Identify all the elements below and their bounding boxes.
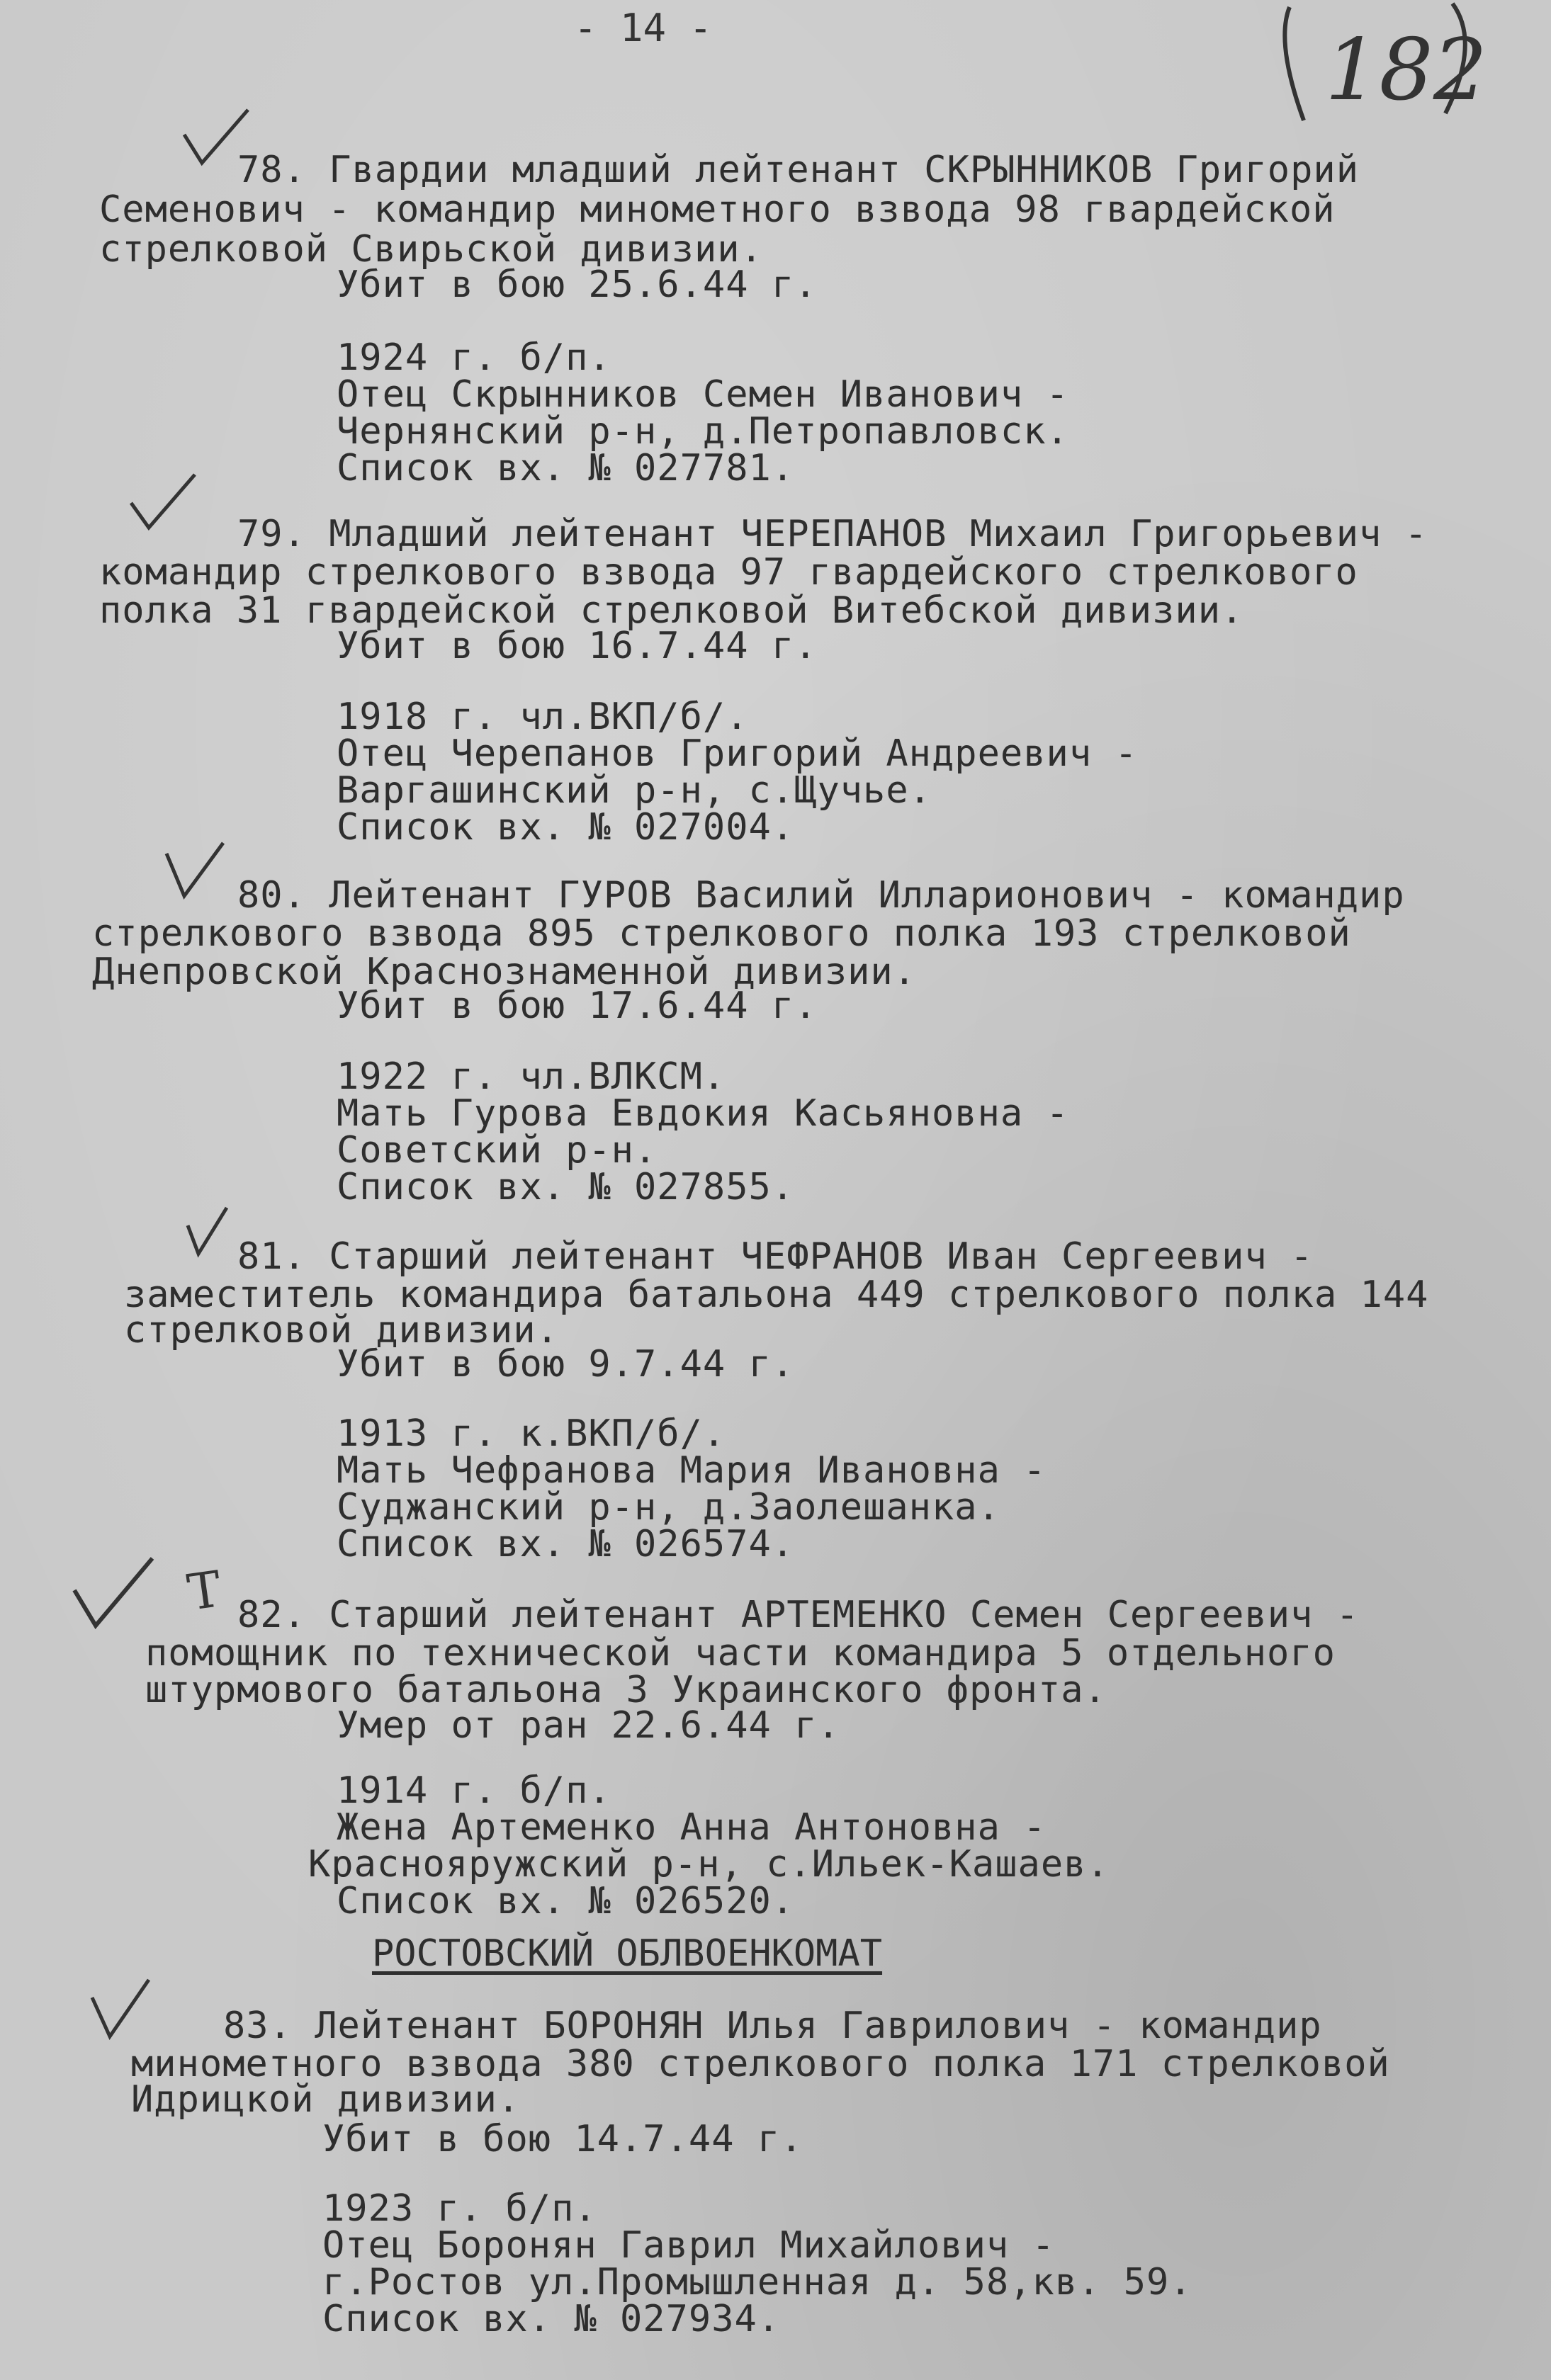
entry-83-line-7: г.Ростов ул.Промышленная д. 58,кв. 59. — [322, 2261, 1192, 2304]
check-mark-icon — [85, 1976, 156, 2040]
entry-81-line-4: Убит в бою 9.7.44 г. — [337, 1343, 795, 1386]
entry-80-line-2: стрелкового взвода 895 стрелкового полка 193 стрелковой — [92, 912, 1351, 955]
entry-79-line-7: Варгашинский р-н, с.Щучье. — [337, 769, 932, 812]
section-heading: РОСТОВСКИЙ ОБЛВОЕНКОМАТ — [372, 1932, 883, 1975]
check-mark-icon — [181, 1204, 237, 1261]
entry-82-line-7: Краснояружский р-н, с.Ильек-Кашаев. — [308, 1843, 1110, 1886]
entry-80-line-1: 80. Лейтенант ГУРОВ Василий Илларионович - командир — [237, 874, 1405, 917]
entry-82-line-5: 1914 г. б/п. — [337, 1769, 611, 1812]
entry-78-line-6: Отец Скрынников Семен Иванович - — [337, 373, 1069, 416]
entry-78-line-5: 1924 г. б/п. — [337, 336, 611, 379]
entry-80-line-7: Советский р-н. — [337, 1129, 658, 1172]
entry-83-line-5: 1923 г. б/п. — [322, 2187, 597, 2230]
archive-folio-stamp — [1275, 0, 1488, 142]
entry-83-line-2: минометного взвода 380 стрелкового полка 171 стрелковой — [131, 2043, 1390, 2085]
entry-83-line-1: 83. Лейтенант БОРОНЯН Илья Гаврилович - командир — [223, 2005, 1322, 2047]
check-mark-icon — [159, 839, 237, 903]
entry-78-line-1: 78. Гвардии младший лейтенант СКРЫННИКОВ Григорий — [237, 149, 1360, 191]
entry-82-line-6: Жена Артеменко Анна Антоновна - — [337, 1806, 1047, 1849]
entry-83-line-4: Убит в бою 14.7.44 г. — [322, 2118, 803, 2160]
entry-79-line-1: 79. Младший лейтенант ЧЕРЕПАНОВ Михаил Григорьевич - — [237, 513, 1428, 555]
entry-80-line-6: Мать Гурова Евдокия Касьяновна - — [337, 1092, 1069, 1135]
entry-78-line-8: Список вх. № 027781. — [337, 447, 795, 489]
entry-80-line-4: Убит в бою 17.6.44 г. — [337, 985, 818, 1027]
entry-79-line-5: 1918 г. чл.ВКП/б/. — [337, 696, 749, 738]
entry-81-line-1: 81. Старший лейтенант ЧЕФРАНОВ Иван Сергеевич - — [237, 1235, 1314, 1278]
entry-83-line-6: Отец Боронян Гаврил Михайлович - — [322, 2224, 1055, 2267]
entry-81-line-6: Мать Чефранова Мария Ивановна - — [337, 1449, 1047, 1492]
entry-78-line-4: Убит в бою 25.6.44 г. — [337, 264, 818, 306]
entry-79-line-8: Список вх. № 027004. — [337, 806, 795, 849]
entry-78-line-7: Чернянский р-н, д.Петропавловск. — [337, 410, 1069, 453]
entry-78-line-3: стрелковой Свирьской дивизии. — [99, 228, 763, 271]
entry-80-line-3: Днепровской Краснознаменной дивизии. — [92, 951, 917, 993]
entry-83-line-8: Список вх. № 027934. — [322, 2298, 781, 2340]
entry-79-line-2: командир стрелкового взвода 97 гвардейского стрелкового — [99, 551, 1358, 594]
entry-82-line-3: штурмового батальона 3 Украинского фронта. — [145, 1669, 1107, 1711]
entry-82-line-8: Список вх. № 026520. — [337, 1880, 795, 1922]
entry-82-line-2: помощник по технической части командира 5 отдельного — [145, 1632, 1336, 1674]
margin-annotation: Т — [184, 1560, 225, 1622]
check-mark-icon — [124, 471, 202, 535]
entry-80-line-5: 1922 г. чл.ВЛКСМ. — [337, 1055, 726, 1098]
entry-79-line-3: полка 31 гвардейской стрелковой Витебской дивизии. — [99, 589, 1244, 632]
page-number: - 14 - — [574, 6, 713, 50]
entry-81-line-3: стрелковой дивизии. — [124, 1309, 559, 1352]
entry-78-line-2: Семенович - командир минометного взвода 98 гвардейской — [99, 188, 1336, 231]
entry-81-line-8: Список вх. № 026574. — [337, 1523, 795, 1565]
check-mark-icon — [67, 1555, 159, 1633]
entry-79-line-4: Убит в бою 16.7.44 г. — [337, 625, 818, 667]
entry-83-line-3: Идрицкой дивизии. — [131, 2078, 521, 2121]
entry-79-line-6: Отец Черепанов Григорий Андреевич - — [337, 732, 1138, 775]
entry-80-line-8: Список вх. № 027855. — [337, 1166, 795, 1208]
entry-81-line-2: заместитель командира батальона 449 стрелкового полка 144 — [124, 1274, 1429, 1316]
entry-82-line-1: 82. Старший лейтенант АРТЕМЕНКО Семен Сергеевич - — [237, 1594, 1360, 1636]
entry-81-line-7: Суджанский р-н, д.Заолешанка. — [337, 1486, 1000, 1529]
archive-folio-number: 182 — [1325, 21, 1488, 120]
entry-82-line-4: Умер от ран 22.6.44 г. — [337, 1704, 840, 1747]
entry-81-line-5: 1913 г. к.ВКП/б/. — [337, 1412, 726, 1455]
